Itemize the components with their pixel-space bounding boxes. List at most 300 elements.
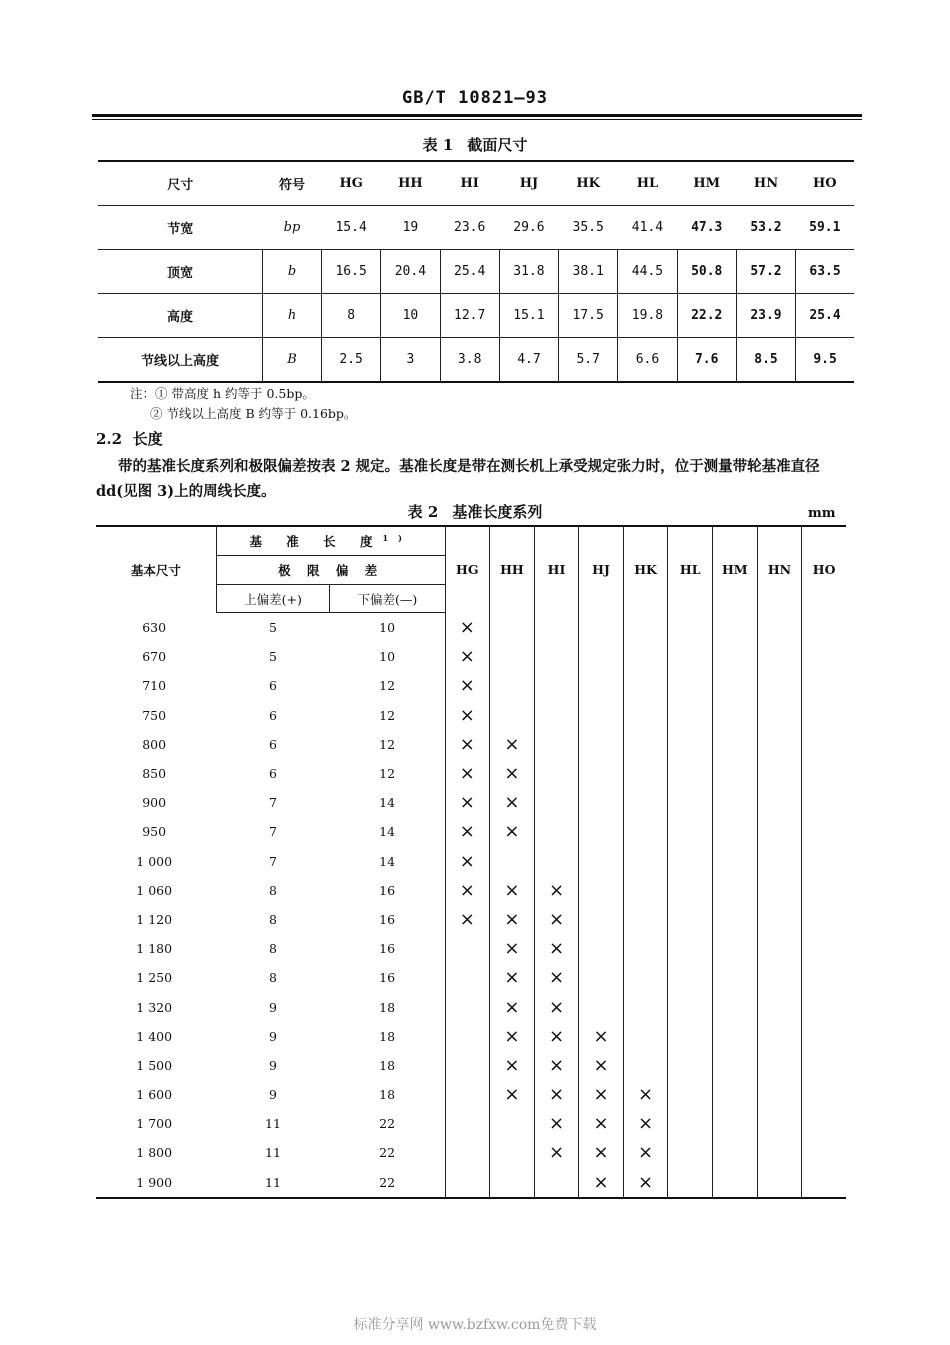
table1-symbol: bp — [283, 220, 301, 235]
table1-cell: 44.5 — [618, 250, 677, 294]
table2-upper-header: 上偏差(+) — [216, 585, 329, 613]
table1-row-label: 节宽 — [167, 222, 194, 237]
table1-cell: 22.2 — [677, 294, 736, 338]
table2-mark-ho — [802, 934, 846, 963]
table2-type-header: HM — [712, 526, 757, 613]
table2-nominal: 1 000 — [136, 853, 173, 869]
table2-mark-hn — [757, 1051, 802, 1080]
table1-row-label: 高度 — [166, 310, 193, 325]
table2-type-header: HG — [445, 526, 490, 613]
table2-row — [96, 847, 846, 876]
table2-nominal: 670 — [142, 649, 167, 665]
table1-symbol: h — [263, 294, 322, 338]
table2-mark-hk — [623, 642, 668, 671]
table1-cell: 15.1 — [499, 294, 558, 338]
table2-group-label: 基 准 长 度 — [249, 534, 383, 549]
table1-cell: 20.4 — [381, 250, 440, 294]
table2-mark-hl — [668, 642, 713, 671]
table1-cell: 17.5 — [559, 294, 618, 338]
table1-cell: 50.8 — [677, 250, 736, 294]
table2-upper: 7 — [269, 853, 277, 869]
header-rule — [92, 114, 862, 120]
table2-mark-hm — [712, 642, 757, 671]
table2-mark-hk — [623, 759, 668, 788]
table2-mark-hl — [668, 1138, 713, 1167]
table1-col-header: HO — [813, 176, 837, 191]
table2-mark-hh — [490, 701, 535, 730]
table2-lower: 14 — [379, 795, 396, 811]
table2-mark-hk — [623, 934, 668, 963]
table2-mark-hl — [668, 759, 713, 788]
table2-mark-hh: × — [490, 905, 535, 934]
table2-mark-hj: × — [579, 1051, 624, 1080]
table2-mark-hi — [534, 701, 579, 730]
table1-cell: 41.4 — [631, 220, 664, 235]
table2-mark-hg: × — [445, 788, 490, 817]
table2-mark-hm — [712, 701, 757, 730]
table2-type-header: HH — [490, 526, 535, 613]
table2-type-header: HO — [802, 526, 846, 613]
table2-upper: 6 — [269, 766, 277, 782]
table2-lower: 16 — [379, 941, 396, 957]
table2-mark-ho — [802, 701, 846, 730]
table2-mark-hh — [490, 1168, 535, 1198]
table2-mark-ho — [802, 876, 846, 905]
table2-mark-hi: × — [534, 876, 579, 905]
table2-upper: 9 — [269, 1057, 277, 1073]
table1-cell: 25.4 — [440, 250, 499, 294]
table2-row — [96, 1051, 846, 1080]
table1-title: 截面尺寸 — [467, 136, 528, 154]
table2-mark-hl — [668, 613, 713, 643]
table2-nominal: 1 120 — [136, 911, 173, 927]
table2-lower: 18 — [379, 999, 396, 1015]
table2-mark-ho — [802, 1109, 846, 1138]
table2-mark-hi — [534, 1168, 579, 1198]
table2-mark-hh: × — [490, 817, 535, 846]
table2-mark-hg: × — [445, 817, 490, 846]
table2-row — [96, 613, 846, 643]
table2-mark-hj — [579, 759, 624, 788]
table1-header-row — [98, 161, 854, 206]
table2-mark-hh: × — [490, 1080, 535, 1109]
table2-nominal: 1 400 — [136, 1028, 173, 1044]
table2-row — [96, 671, 846, 700]
table2-lower: 16 — [379, 882, 396, 898]
table2-row — [96, 934, 846, 963]
table2-mark-hi: × — [534, 963, 579, 992]
table1-row — [98, 294, 854, 338]
table2-lower: 10 — [379, 649, 396, 665]
table1-cell: 8.5 — [736, 338, 795, 383]
table2-mark-hn — [757, 701, 802, 730]
table2-mark-hk — [623, 992, 668, 1021]
table2-mark-hm — [712, 613, 757, 643]
table2-mark-hm — [712, 759, 757, 788]
table2-title: 基准长度系列 — [452, 503, 543, 521]
table2-mark-hj: × — [579, 1109, 624, 1138]
table2-lower: 22 — [330, 1168, 445, 1198]
table2-upper: 11 — [265, 1145, 281, 1161]
table2-mark-hm — [712, 1168, 757, 1198]
table2-mark-ho — [802, 1080, 846, 1109]
table2-mark-hj: × — [579, 1138, 624, 1167]
table1-cell: 10 — [381, 294, 440, 338]
table2-upper: 8 — [269, 941, 277, 957]
table2-nominal: 1 500 — [136, 1057, 173, 1073]
table2-nominal: 800 — [142, 736, 167, 752]
table2-mark-hg: × — [445, 642, 490, 671]
table2-mark-hm — [712, 905, 757, 934]
table2-mark-ho — [802, 788, 846, 817]
table2-mark-hh: × — [490, 759, 535, 788]
table2-mark-hn — [757, 1080, 802, 1109]
table1-cell: 47.3 — [691, 220, 723, 235]
table1-col-header: HG — [339, 176, 363, 191]
table1-symbol: B — [263, 338, 322, 383]
table2-mark-hk — [623, 701, 668, 730]
table1-caption — [0, 134, 950, 155]
table2-upper: 8 — [269, 911, 277, 927]
table2-mark-hk — [623, 963, 668, 992]
table2-mark-hm — [712, 1022, 757, 1051]
table2-mark-hk: × — [623, 1080, 668, 1109]
table2-mark-hi — [534, 730, 579, 759]
table2-mark-hl — [668, 1080, 713, 1109]
section-title: 长度 — [132, 430, 163, 448]
table2-type-header: HL — [668, 526, 713, 613]
table2-nominal: 1 320 — [136, 999, 173, 1015]
table2-upper: 6 — [269, 678, 277, 694]
table2-mark-hh: × — [490, 876, 535, 905]
table2-mark-ho — [802, 1168, 846, 1198]
table1-cell: 16.5 — [322, 250, 381, 294]
table1-cell: 12.7 — [440, 294, 499, 338]
table2-mark-ho — [802, 963, 846, 992]
table2-row — [96, 1168, 846, 1198]
table2-mark-hj — [579, 847, 624, 876]
table1-cell: 7.6 — [677, 338, 736, 383]
table1-col-header: HL — [636, 176, 659, 191]
table2-upper: 8 — [269, 970, 277, 986]
table2-mark-hk — [623, 817, 668, 846]
table2-mark-hg — [445, 1109, 490, 1138]
table2-mark-hh: × — [490, 788, 535, 817]
table2-mark-hh: × — [490, 1051, 535, 1080]
table2-mark-ho — [802, 1022, 846, 1051]
table2-mark-hi — [534, 613, 579, 643]
table2-lower: 18 — [379, 1057, 396, 1073]
table2-lower: 12 — [379, 678, 396, 694]
table2-mark-hn — [757, 642, 802, 671]
table2-upper: 9 — [269, 1087, 277, 1103]
table2-mark-hn — [757, 671, 802, 700]
table2-mark-hi: × — [534, 1138, 579, 1167]
table2-mark-hh — [490, 1138, 535, 1167]
table2-mark-hg: × — [445, 671, 490, 700]
table2-mark-hh: × — [490, 730, 535, 759]
table2-mark-ho — [802, 613, 846, 643]
table2-row — [96, 905, 846, 934]
table2-mark-hi: × — [534, 905, 579, 934]
table2-mark-ho — [802, 817, 846, 846]
table2-mark-hn — [757, 934, 802, 963]
table2-mark-hj: × — [579, 1168, 624, 1198]
table2-lower: 16 — [379, 911, 396, 927]
table2-mark-hj: × — [579, 1080, 624, 1109]
table2-mark-hh — [490, 671, 535, 700]
table1-col-header: HK — [576, 176, 600, 191]
table1-cell: 35.5 — [572, 220, 604, 235]
table2-nominal: 1 250 — [136, 970, 173, 986]
table2-mark-hh — [490, 642, 535, 671]
table2-type-header: HJ — [579, 526, 624, 613]
table2-mark-ho — [802, 759, 846, 788]
table2-mark-hg: × — [445, 847, 490, 876]
table2-mark-hm — [712, 1138, 757, 1167]
table2-mark-hj — [579, 876, 624, 905]
table2-upper: 9 — [269, 999, 277, 1015]
table2-mark-ho — [802, 992, 846, 1021]
section-paragraph: 带的基准长度系列和极限偏差按表 2 规定。基准长度是带在测长机上承受规定张力时，位于测量带轮基准直径 dd(见图 3)上的周线长度。 — [96, 458, 820, 500]
table2-mark-ho — [802, 642, 846, 671]
table2-nominal: 1 700 — [136, 1116, 173, 1132]
table2-mark-hg — [445, 963, 490, 992]
table2-mark-hh — [490, 1109, 535, 1138]
table2-type-header: HI — [534, 526, 579, 613]
table2-mark-hn — [757, 992, 802, 1021]
table2-mark-hj — [579, 905, 624, 934]
table2-mark-ho — [802, 847, 846, 876]
table2-mark-hg — [445, 934, 490, 963]
table2-upper: 6 — [269, 736, 277, 752]
table2-unit: mm — [808, 506, 836, 521]
table2-mark-hl — [668, 963, 713, 992]
table2-mark-hh: × — [490, 934, 535, 963]
table2-mark-hl — [668, 1168, 713, 1198]
table2-mark-ho — [802, 1051, 846, 1080]
table1-col-header: 尺寸 — [167, 178, 194, 193]
table2-mark-hg — [445, 1138, 490, 1167]
table2-header-row — [96, 526, 846, 556]
table2-row — [96, 788, 846, 817]
table2-row — [96, 817, 846, 846]
table1-notes — [130, 384, 356, 424]
table1-col-header: HJ — [519, 176, 539, 191]
table2-mark-hi — [534, 642, 579, 671]
table2-mark-hi — [534, 788, 579, 817]
table2-mark-hl — [668, 701, 713, 730]
table2-mark-hn — [757, 876, 802, 905]
table1-cell: 29.6 — [513, 220, 545, 235]
table2-row — [96, 759, 846, 788]
table2-mark-hk — [623, 671, 668, 700]
table2-mark-hm — [712, 934, 757, 963]
table1-cell: 57.2 — [736, 250, 795, 294]
table2-mark-hg: × — [445, 701, 490, 730]
table1-col-header: HH — [398, 176, 423, 191]
table2-mark-hm — [712, 730, 757, 759]
table1-cell: 53.2 — [750, 220, 782, 235]
table2-upper: 7 — [269, 795, 277, 811]
table2-mark-ho — [802, 1138, 846, 1167]
table2-mark-hm — [712, 1051, 757, 1080]
table2-mark-hm — [712, 847, 757, 876]
table2-mark-hl — [668, 817, 713, 846]
table2-mark-hn — [757, 788, 802, 817]
table1-cell: 19 — [402, 220, 419, 235]
table1-cell: 15.4 — [335, 220, 367, 235]
table2-lower-header: 下偏差(—) — [330, 585, 445, 613]
table2-mark-hj — [579, 788, 624, 817]
table1-symbol: b — [263, 250, 322, 294]
table2-mark-hh: × — [490, 963, 535, 992]
table1-cell: 8 — [322, 294, 381, 338]
table2-mark-hj — [579, 817, 624, 846]
table2-mark-hm — [712, 671, 757, 700]
table2-mark-hm — [712, 788, 757, 817]
table2-upper: 9 — [269, 1028, 277, 1044]
table2-mark-hm — [712, 1109, 757, 1138]
table2-type-header: HN — [757, 526, 802, 613]
table2-mark-hi — [534, 759, 579, 788]
table2-limit-header: 极 限 偏 差 — [216, 556, 445, 585]
table1-cell: 4.7 — [499, 338, 558, 383]
table2-lower: 22 — [379, 1116, 396, 1132]
table2-mark-hm — [712, 963, 757, 992]
table2-nominal: 710 — [142, 678, 167, 694]
table2-row — [96, 963, 846, 992]
table2-upper: 7 — [269, 824, 277, 840]
table2-mark-hj — [579, 701, 624, 730]
table1-row-label: 节线以上高度 — [140, 354, 219, 369]
table2-nominal: 1 180 — [136, 941, 173, 957]
table2-mark-hl — [668, 671, 713, 700]
table1-cell: 3 — [381, 338, 440, 383]
table1-number: 表 1 — [422, 136, 454, 154]
table2-mark-hn — [757, 905, 802, 934]
footer-watermark: 标准分享网 www.bzfxw.com免费下载 — [353, 1317, 597, 1333]
table2-upper: 11 — [265, 1116, 281, 1132]
table2-mark-hg — [445, 1022, 490, 1051]
table2-mark-hg — [445, 992, 490, 1021]
table2-upper: 8 — [269, 882, 277, 898]
table2-upper: 6 — [269, 707, 277, 723]
table2-row — [96, 730, 846, 759]
table2-mark-ho — [802, 730, 846, 759]
table2-nominal: 750 — [142, 707, 167, 723]
table2-mark-hk — [623, 730, 668, 759]
table2-lower: 12 — [379, 766, 396, 782]
table2-mark-hk: × — [623, 1168, 668, 1198]
table2-mark-hm — [712, 876, 757, 905]
table2-mark-hi: × — [534, 992, 579, 1021]
table2-lower: 18 — [379, 1028, 396, 1044]
table2-mark-hn — [757, 1168, 802, 1198]
table1-row — [98, 206, 854, 250]
table2-mark-hi: × — [534, 1109, 579, 1138]
table2-number: 表 2 — [407, 503, 439, 521]
table1-row — [98, 338, 854, 383]
table2-row — [96, 876, 846, 905]
table2-mark-hi: × — [534, 1022, 579, 1051]
table1-cell: 59.1 — [809, 220, 841, 235]
table2-mark-hn — [757, 963, 802, 992]
table2-lower: 10 — [379, 620, 396, 636]
table2-row — [96, 1080, 846, 1109]
section-number: 2.2 — [96, 430, 123, 448]
table1-cell: 3.8 — [440, 338, 499, 383]
table2-mark-hj: × — [579, 1022, 624, 1051]
table2-mark-hj — [579, 963, 624, 992]
document-header: GB/T 10821—93 — [401, 88, 549, 108]
table1-col-header: 符号 — [278, 178, 305, 193]
table2-mark-hn — [757, 847, 802, 876]
table2-reference-lengths — [96, 525, 846, 1199]
table2-mark-hl — [668, 876, 713, 905]
table1-cell: 25.4 — [796, 294, 854, 338]
table2-mark-hj — [579, 992, 624, 1021]
table2-row — [96, 1138, 846, 1167]
table2-mark-hl — [668, 788, 713, 817]
table1-cell: 23.6 — [454, 220, 486, 235]
table2-mark-hn — [757, 613, 802, 643]
table1-section-dimensions — [98, 160, 854, 383]
table2-mark-hg: × — [445, 759, 490, 788]
table2-row — [96, 701, 846, 730]
table1-cell: 63.5 — [796, 250, 854, 294]
table2-mark-hk — [623, 788, 668, 817]
table2-mark-hg: × — [445, 905, 490, 934]
table2-mark-hj — [579, 613, 624, 643]
table2-mark-hn — [757, 759, 802, 788]
table1-col-header: HM — [693, 176, 721, 191]
table2-mark-hi: × — [534, 934, 579, 963]
table2-basic-size-header: 基本尺寸 — [96, 526, 216, 613]
table2-mark-hl — [668, 847, 713, 876]
table1-col-header: HI — [460, 176, 479, 191]
table2-mark-hh: × — [490, 1022, 535, 1051]
table2-row — [96, 1109, 846, 1138]
table2-row — [96, 992, 846, 1021]
table2-mark-hk — [623, 876, 668, 905]
table2-nominal: 1 900 — [96, 1168, 216, 1198]
table2-mark-hl — [668, 905, 713, 934]
table2-mark-hh — [490, 613, 535, 643]
table1-cell: 31.8 — [499, 250, 558, 294]
table1-cell: 5.7 — [559, 338, 618, 383]
table1-cell: 19.8 — [618, 294, 677, 338]
table2-lower: 14 — [379, 853, 396, 869]
table2-mark-hh: × — [490, 992, 535, 1021]
table1-cell: 6.6 — [618, 338, 677, 383]
table2-mark-hk — [623, 847, 668, 876]
table2-mark-hi: × — [534, 1051, 579, 1080]
table2-mark-hj — [579, 671, 624, 700]
table2-mark-hk: × — [623, 1109, 668, 1138]
table2-mark-hm — [712, 817, 757, 846]
table2-mark-hg: × — [445, 876, 490, 905]
table2-nominal: 630 — [142, 619, 167, 635]
table2-nominal: 900 — [142, 795, 167, 811]
table1-row — [98, 250, 854, 294]
table1-cell: 9.5 — [796, 338, 854, 383]
table2-mark-hh — [490, 847, 535, 876]
table2-mark-hk — [623, 905, 668, 934]
table1-cell: 38.1 — [559, 250, 618, 294]
table2-upper: 5 — [269, 649, 277, 665]
table2-mark-hi — [534, 671, 579, 700]
